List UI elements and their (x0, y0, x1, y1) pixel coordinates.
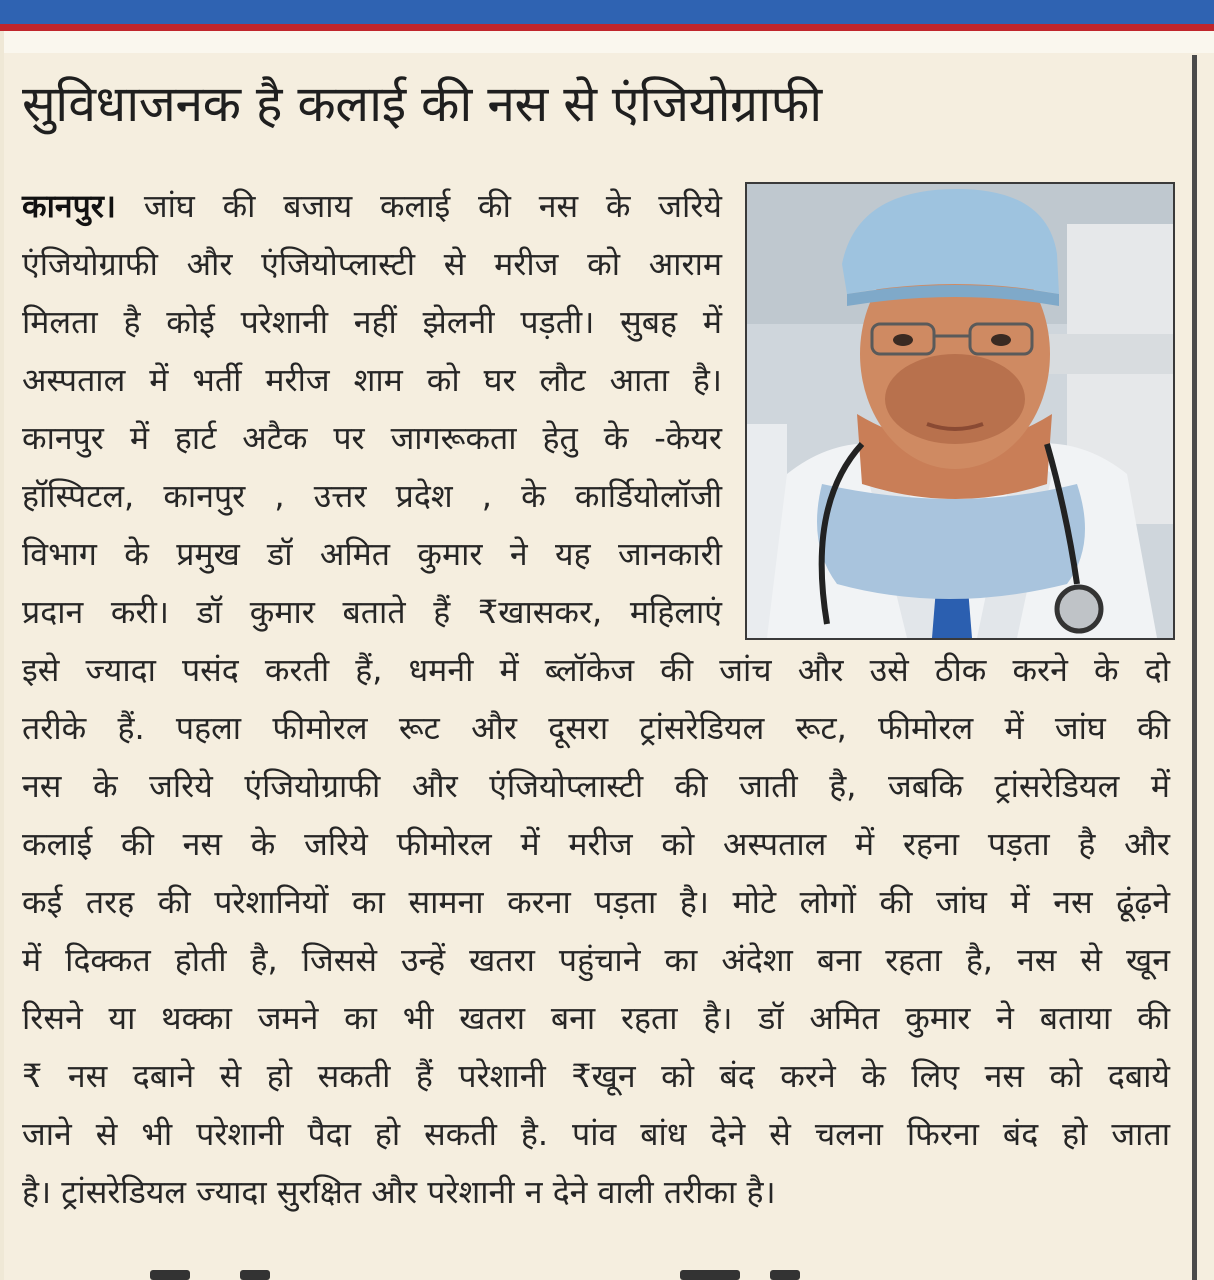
column-rule (1192, 55, 1197, 1280)
body-line: कानपुर में हार्ट अटैक पर जागरूकता हेतु के -केयर (22, 419, 722, 457)
body-line: तरीके हैं. पहला फीमोरल रूट और दूसरा ट्रांसरेडियल रूट, फीमोरल में जांघ की (22, 709, 1170, 747)
doctor-portrait-image (747, 184, 1173, 638)
body-line: एंजियोग्राफी और एंजियोप्लास्टी से मरीज को आराम (22, 245, 722, 283)
header-gap (0, 31, 1214, 53)
body-line: कानपुर। जांघ की बजाय कलाई की नस के जरिये (22, 187, 722, 225)
article-headline: सुविधाजनक है कलाई की नस से एंजियोग्राफी (22, 75, 822, 133)
body-line: ₹ नस दबाने से हो सकती हैं परेशानी ₹खून को बंद करने के लिए नस को दबाये (22, 1057, 1170, 1095)
body-line: है। ट्रांसरेडियल ज्यादा सुरक्षित और परेशानी न देने वाली तरीका है। (22, 1173, 776, 1211)
body-line: कई तरह की परेशानियों का सामना करना पड़ता है। मोटे लोगों की जांघ में नस ढूंढ़ने (22, 883, 1170, 921)
header-blue-bar (0, 0, 1214, 24)
body-line: इसे ज्यादा पसंद करती हैं, धमनी में ब्लॉकेज की जांच और उसे ठीक करने के दो (22, 651, 1170, 689)
body-line: प्रदान करी। डॉ कुमार बताते हैं ₹खासकर, महिलाएं (22, 593, 722, 631)
body-line: रिसने या थक्का जमने का भी खतरा बना रहता है। डॉ अमित कुमार ने बताया की (22, 999, 1170, 1037)
body-line: मिलता है कोई परेशानी नहीं झेलनी पड़ती। सुबह में (22, 303, 722, 341)
left-page-edge (0, 31, 4, 1280)
header-red-rule (0, 24, 1214, 31)
dateline: कानपुर। (22, 187, 117, 225)
body-line: हॉस्पिटल, कानपुर , उत्तर प्रदेश , के कार्डियोलॉजी (22, 477, 722, 515)
body-line: जाने से भी परेशानी पैदा हो सकती है. पांव बांध देने से चलना फिरना बंद हो जाता (22, 1115, 1170, 1153)
next-article-fragment (120, 1268, 840, 1280)
body-line: में दिक्कत होती है, जिससे उन्हें खतरा पहुंचाने का अंदेशा बना रहता है, नस से खून (22, 941, 1170, 979)
doctor-photo (745, 182, 1175, 640)
body-line: नस के जरिये एंजियोग्राफी और एंजियोप्लास्टी की जाती है, जबकि ट्रांसरेडियल में (22, 767, 1170, 805)
body-line: विभाग के प्रमुख डॉ अमित कुमार ने यह जानकारी (22, 535, 722, 573)
body-line: कलाई की नस के जरिये फीमोरल में मरीज को अस्पताल में रहना पड़ता है और (22, 825, 1170, 863)
body-line: अस्पताल में भर्ती मरीज शाम को घर लौट आता है। (22, 361, 722, 399)
